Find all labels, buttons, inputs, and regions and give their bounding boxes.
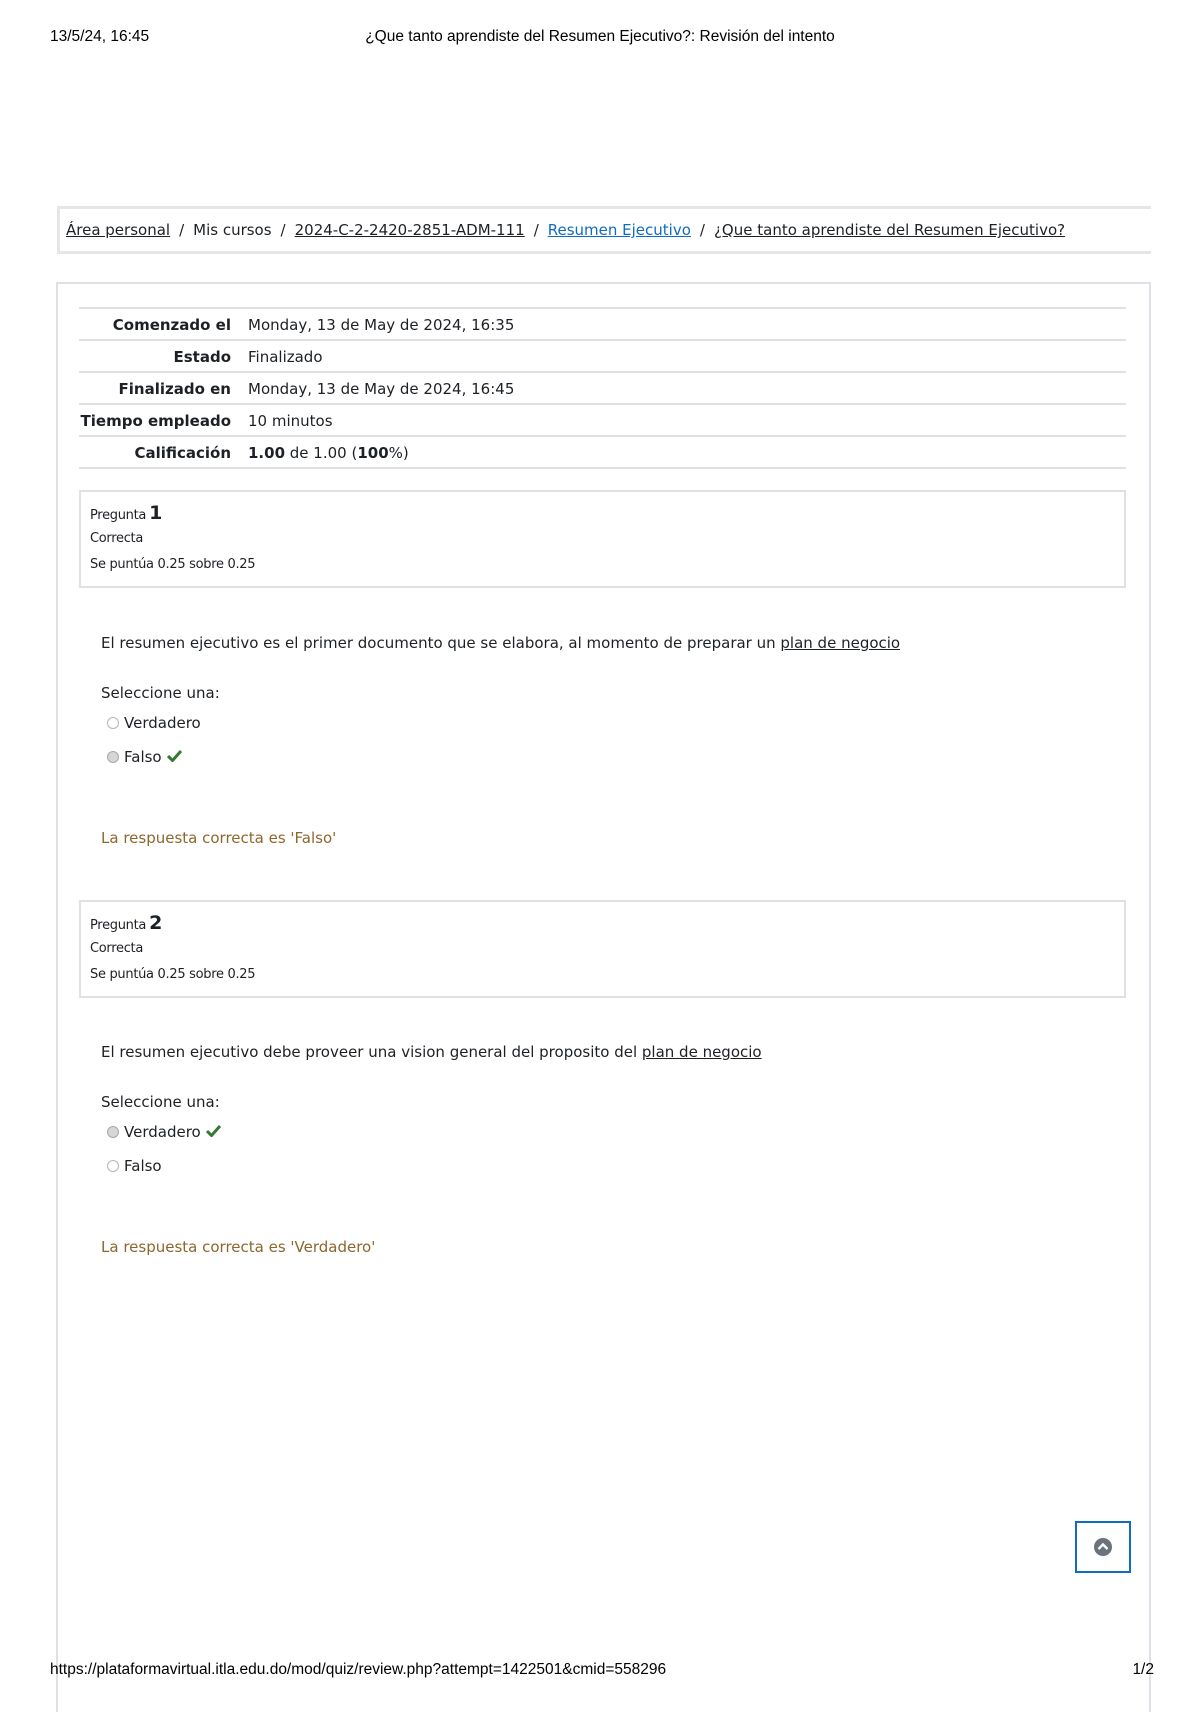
- question-number: [90, 910, 1124, 936]
- print-document-title: ¿Que tanto aprendiste del Resumen Ejecutivo?: Revisión del intento: [365, 28, 835, 45]
- check-icon: [167, 748, 182, 766]
- summary-row-started: [79, 308, 1126, 340]
- breadcrumb-separator: /: [179, 221, 185, 239]
- back-to-top-button[interactable]: [1075, 1521, 1131, 1573]
- time-value: 10 minutos: [248, 412, 333, 430]
- breadcrumb-separator: /: [533, 221, 539, 239]
- option-falso-q1[interactable]: [107, 746, 182, 768]
- breadcrumb-section[interactable]: Resumen Ejecutivo: [547, 221, 691, 239]
- print-date: 13/5/24, 16:45: [50, 28, 150, 45]
- print-header: [0, 28, 1200, 48]
- option-label: Falso: [124, 1157, 162, 1175]
- grade-label: Calificación: [134, 444, 231, 462]
- question-info-2: [79, 900, 1126, 998]
- radio-selected-icon[interactable]: [107, 751, 119, 763]
- glossary-link-plan-de-negocio[interactable]: plan de negocio: [780, 634, 901, 652]
- option-label: Falso: [124, 748, 162, 766]
- breadcrumb-separator: /: [280, 221, 286, 239]
- radio-icon[interactable]: [107, 717, 119, 729]
- option-verdadero-q2[interactable]: [107, 1121, 221, 1143]
- finished-label: Finalizado en: [118, 380, 231, 398]
- summary-row-finished: [79, 372, 1126, 404]
- question-grade: Se puntúa 0.25 sobre 0.25: [90, 557, 256, 572]
- correct-answer-feedback-1: La respuesta correcta es 'Falso': [101, 829, 337, 847]
- check-icon: [206, 1123, 221, 1141]
- correct-answer-feedback-2: La respuesta correcta es 'Verdadero': [101, 1238, 376, 1256]
- question-number: [90, 500, 1124, 526]
- question-label: Pregunta: [90, 918, 147, 933]
- question-state: Correcta: [90, 531, 144, 546]
- breadcrumb: [57, 206, 1151, 254]
- summary-row-time: [79, 404, 1126, 436]
- option-verdadero-q1[interactable]: [107, 712, 201, 734]
- option-falso-q2[interactable]: [107, 1155, 162, 1177]
- state-label: Estado: [173, 348, 231, 366]
- time-label: Tiempo empleado: [80, 412, 231, 430]
- breadcrumb-course[interactable]: 2024-C-2-2420-2851-ADM-111: [294, 221, 525, 239]
- started-value: Monday, 13 de May de 2024, 16:35: [248, 316, 515, 334]
- option-label: Verdadero: [124, 1123, 201, 1141]
- question-number-value: 1: [149, 502, 162, 524]
- print-page-number: 1/2: [1132, 1661, 1154, 1678]
- question-text: El resumen ejecutivo es el primer documento que se elabora, al momento de preparar un: [101, 634, 781, 652]
- question-text: El resumen ejecutivo debe proveer una vision general del proposito del: [101, 1043, 642, 1061]
- answer-prompt-1: Seleccione una:: [101, 684, 220, 702]
- answer-prompt-2: Seleccione una:: [101, 1093, 220, 1111]
- question-text-2: [101, 1043, 762, 1061]
- question-info-1: [79, 490, 1126, 588]
- grade-percent: 100: [357, 444, 389, 462]
- print-url: https://plataformavirtual.itla.edu.do/mod/quiz/review.php?attempt=1422501&cmid=558296: [50, 1661, 667, 1678]
- question-number-value: 2: [149, 912, 162, 934]
- question-label: Pregunta: [90, 508, 147, 523]
- glossary-link-plan-de-negocio[interactable]: plan de negocio: [641, 1043, 762, 1061]
- breadcrumb-quiz[interactable]: ¿Que tanto aprendiste del Resumen Ejecutivo?: [713, 221, 1066, 239]
- finished-value: Monday, 13 de May de 2024, 16:45: [248, 380, 515, 398]
- option-label: Verdadero: [124, 714, 201, 732]
- grade-score: 1.00: [248, 444, 286, 462]
- radio-selected-icon[interactable]: [107, 1126, 119, 1138]
- summary-row-grade: [79, 436, 1126, 468]
- grade-rest-a: de 1.00 (: [285, 444, 358, 462]
- attempt-summary-table: [79, 307, 1126, 469]
- print-footer: [0, 1661, 1200, 1681]
- question-grade: Se puntúa 0.25 sobre 0.25: [90, 967, 256, 982]
- summary-row-state: [79, 340, 1126, 372]
- breadcrumb-area-personal[interactable]: Área personal: [66, 221, 171, 239]
- chevron-up-circle-icon: [1093, 1537, 1113, 1557]
- breadcrumb-separator: /: [699, 221, 705, 239]
- started-label: Comenzado el: [112, 316, 231, 334]
- breadcrumb-mis-cursos: Mis cursos: [193, 221, 272, 239]
- question-text-1: [101, 634, 900, 652]
- state-value: Finalizado: [248, 348, 323, 366]
- question-state: Correcta: [90, 941, 144, 956]
- grade-rest-b: %): [388, 444, 409, 462]
- radio-icon[interactable]: [107, 1160, 119, 1172]
- grade-value: [246, 436, 1126, 468]
